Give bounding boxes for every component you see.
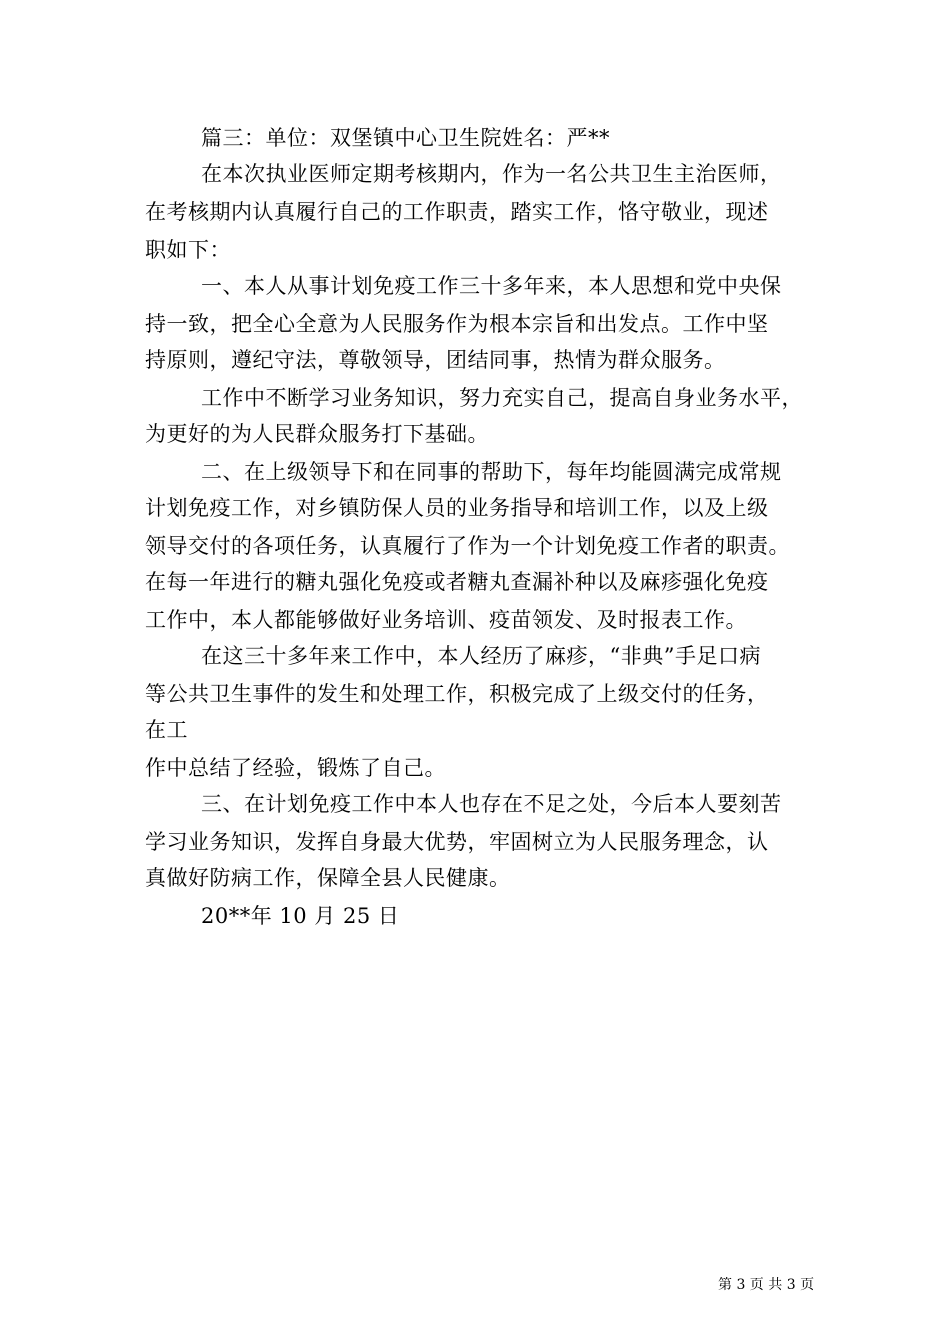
paragraph-1-line-3: 职如下：: [145, 238, 231, 262]
paragraph-7-line-1: 三、在计划免疫工作中本人也存在不足之处，今后本人要刻苦: [201, 792, 782, 816]
paragraph-2-line-2: 持一致，把全心全意为人民服务作为根本宗旨和出发点。工作中坚: [145, 312, 769, 336]
paragraph-5-line-1: 在这三十多年来工作中，本人经历了麻疹，“非典”手足口病: [201, 644, 761, 668]
paragraph-7-line-3: 真做好防病工作，保障全县人民健康。: [145, 866, 511, 890]
paragraph-2-line-1: 一、本人从事计划免疫工作三十多年来，本人思想和党中央保: [201, 274, 782, 298]
paragraph-4-line-3: 领导交付的各项任务，认真履行了作为一个计划免疫工作者的职责。: [145, 534, 790, 558]
paragraph-6-line-1: 作中总结了经验，锻炼了自己。: [145, 756, 446, 780]
paragraph-4-line-1: 二、在上级领导下和在同事的帮助下，每年均能圆满完成常规: [201, 460, 782, 484]
paragraph-4-line-5: 工作中，本人都能够做好业务培训、疫苗领发、及时报表工作。: [145, 608, 747, 632]
paragraph-3-line-1: 工作中不断学习业务知识，努力充实自己，提高自身业务水平，: [201, 386, 803, 410]
paragraph-1-line-1: 在本次执业医师定期考核期内，作为一名公共卫生主治医师，: [201, 162, 782, 186]
paragraph-5-line-2: 等公共卫生事件的发生和处理工作，积极完成了上级交付的任务，: [145, 682, 769, 706]
heading-line: 篇三：单位：双堡镇中心卫生院姓名：严**: [201, 126, 610, 150]
paragraph-2-line-3: 持原则，遵纪守法，尊敬领导，团结同事，热情为群众服务。: [145, 348, 726, 372]
paragraph-1-line-2: 在考核期内认真履行自己的工作职责，踏实工作，恪守敬业，现述: [145, 200, 769, 224]
paragraph-4-line-2: 计划免疫工作，对乡镇防保人员的业务指导和培训工作，以及上级: [145, 496, 769, 520]
paragraph-4-line-4: 在每一年进行的糖丸强化免疫或者糖丸查漏补种以及麻疹强化免疫: [145, 570, 769, 594]
date-line: 20**年 10 月 25 日: [201, 904, 400, 928]
paragraph-7-line-2: 学习业务知识，发挥自身最大优势，牢固树立为人民服务理念，认: [145, 830, 769, 854]
page-number: 第 3 页 共 3 页: [718, 1277, 815, 1293]
paragraph-3-line-2: 为更好的为人民群众服务打下基础。: [145, 422, 489, 446]
paragraph-5-line-3: 在工: [145, 718, 188, 742]
